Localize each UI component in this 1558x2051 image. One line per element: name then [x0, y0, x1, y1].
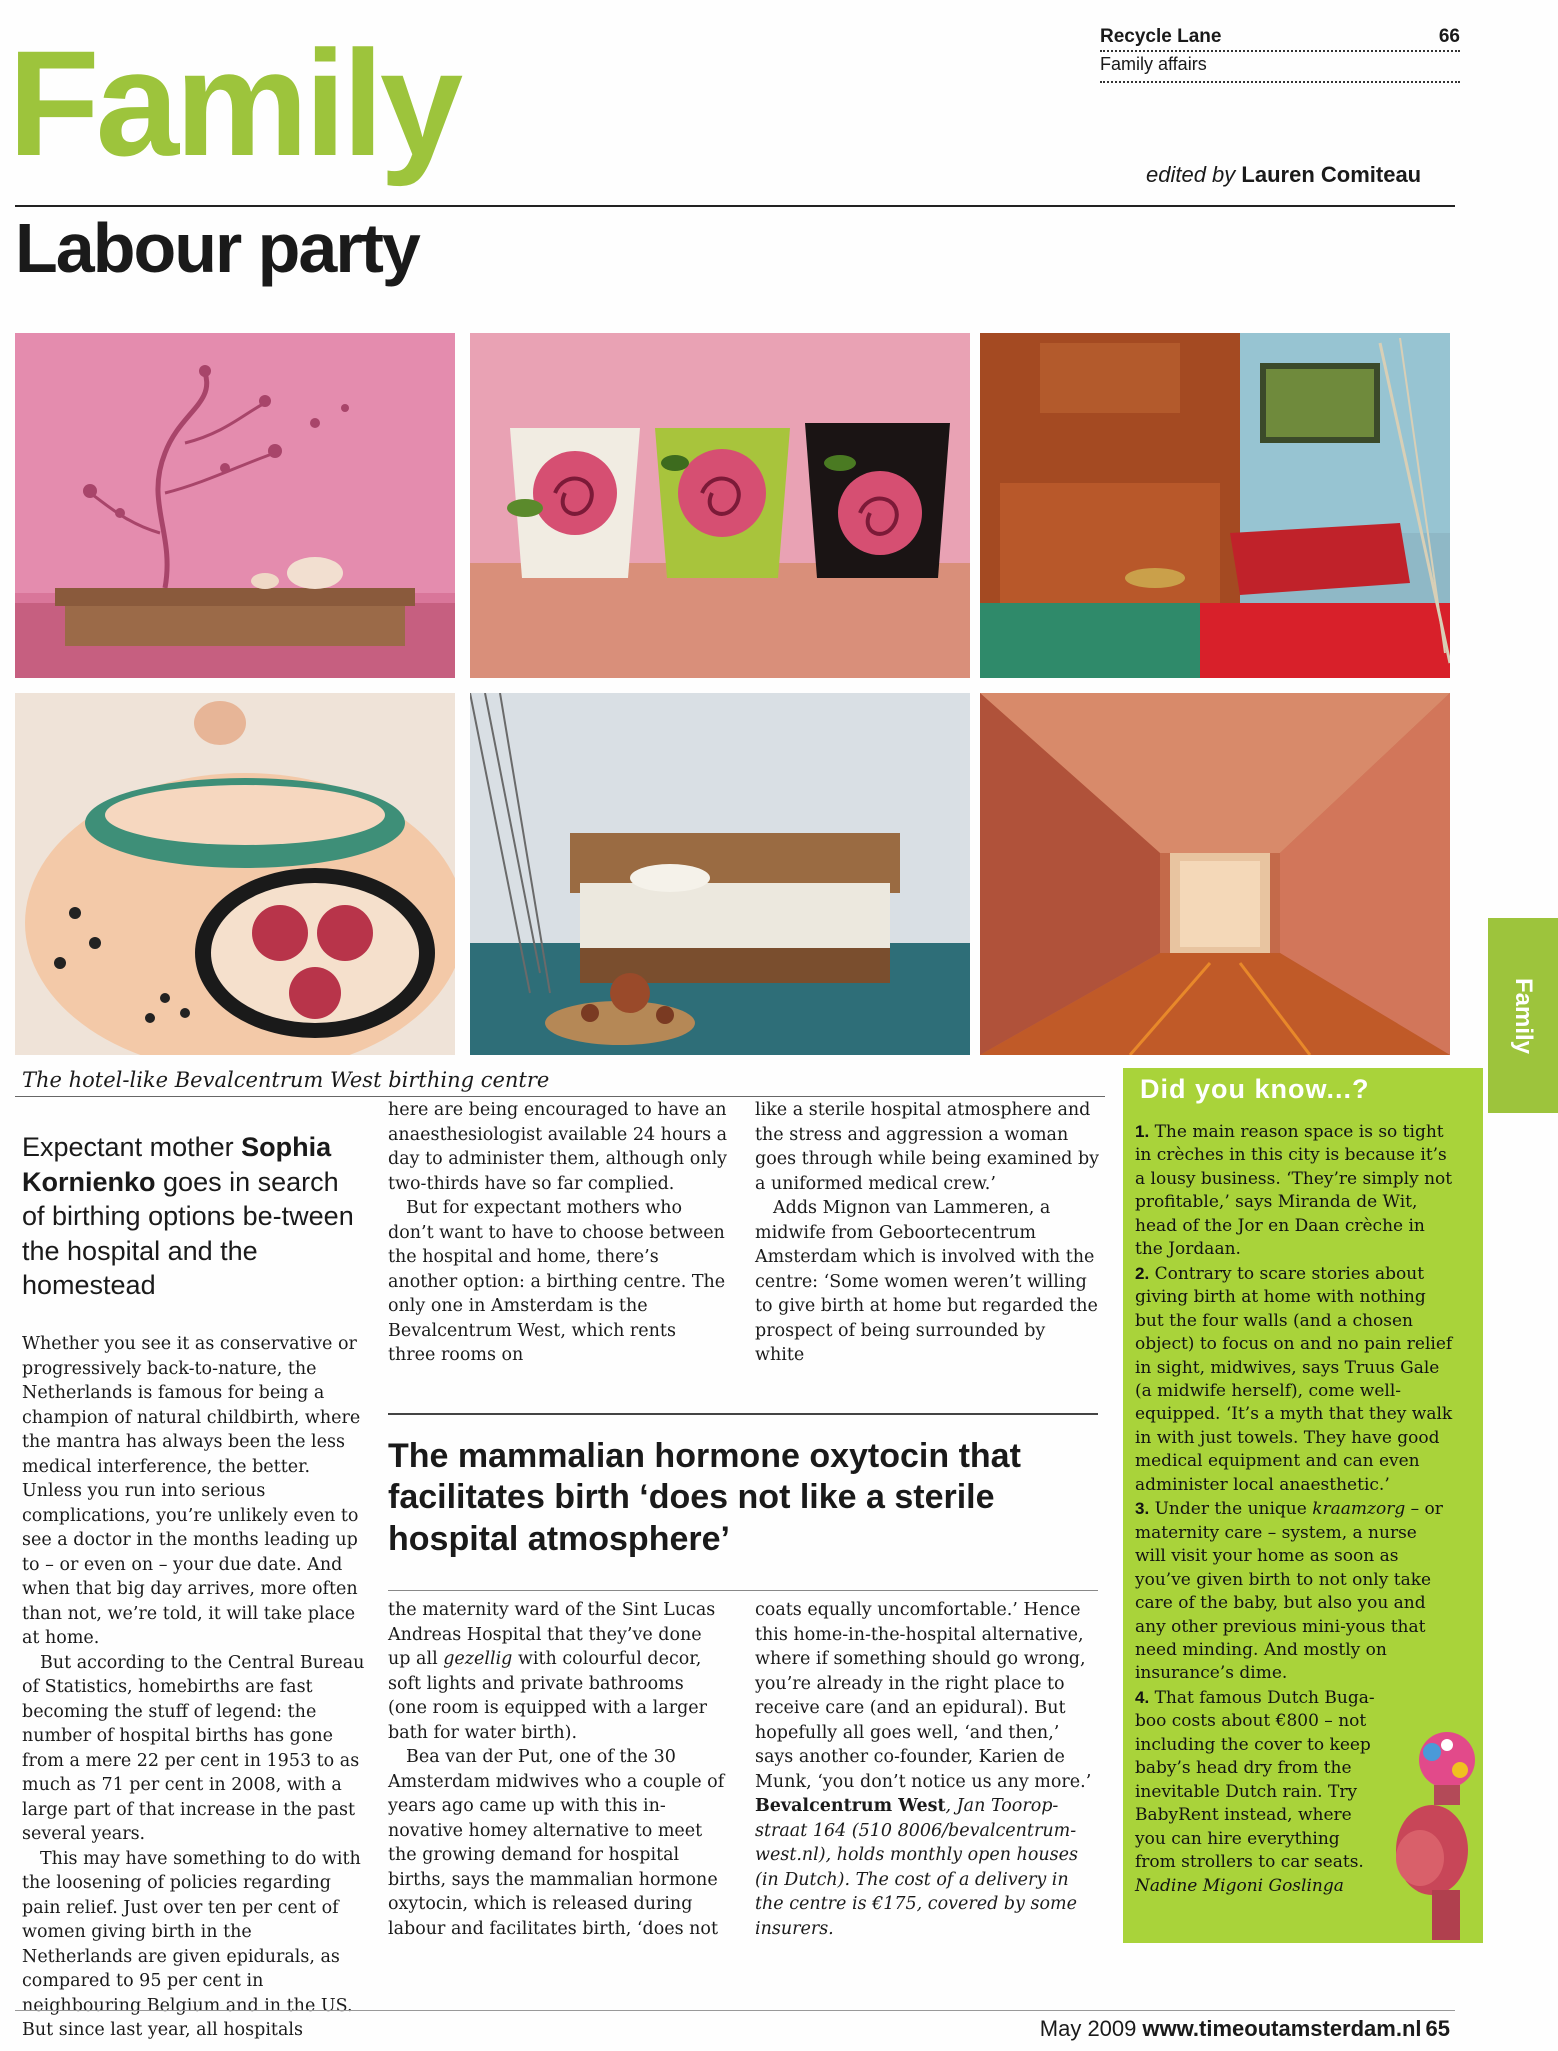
- venue-info: [755, 1794, 1100, 1941]
- caption-rule: [15, 1096, 1105, 1097]
- paragraph: the maternity ward of the Sint Lucas Andreas Hospital that they’ve done up all gezellig with colourful decor, soft lights and private bathrooms (one room is equipped with a larger bath for water birth).: [388, 1600, 716, 1743]
- photo-painted-cups: [470, 333, 970, 678]
- standfirst-pre: Expectant mother: [22, 1132, 234, 1162]
- page-footer: [1040, 2016, 1450, 2042]
- venue-details: , Jan Toorop-straat 164 (510 8006/bevalcentrum-west.nl), holds monthly open houses (in Dutch). The cost of a delivery in the centre is €175, covered by some insurers.: [755, 1796, 1078, 1939]
- paragraph: Adds Mignon van Lammeren, a midwife from Geboortecentrum Amsterdam which is involved with the centre: ‘Some women weren’t willing to give birth at home but regarded the prospect of being surrounded by white: [755, 1198, 1098, 1365]
- page-number: 65: [1425, 2016, 1450, 2041]
- side-tab-label: Family: [1510, 977, 1537, 1054]
- editor-credit: [1146, 162, 1421, 188]
- body-column-3-top: [755, 1098, 1100, 1368]
- fact-item: 4. That famous Dutch Buga-boo costs about €800 – not including the cover to keep baby’s head dry from the inevitable Dutch rain. Try BabyRent instead, where you can hire everything from strollers to car seats.: [1135, 1687, 1375, 1873]
- author-name: Sophia Kornienko: [22, 1132, 332, 1197]
- pregnant-figure-illustration: [1392, 1730, 1482, 1940]
- dotted-divider: [1100, 50, 1460, 52]
- photo-bedroom: [470, 693, 970, 1055]
- photo-corridor: [980, 693, 1450, 1055]
- photo-teapot: [15, 693, 455, 1055]
- dotted-divider: [1100, 81, 1460, 83]
- did-you-know-title: Did you know...?: [1140, 1074, 1370, 1104]
- section-page-number: 66: [1438, 26, 1460, 47]
- issue-date: May 2009: [1039, 2016, 1137, 2041]
- photo-lounge-room: [980, 333, 1450, 678]
- article-headline: Labour party: [15, 209, 419, 287]
- editor-prefix: edited by: [1146, 162, 1236, 187]
- pullquote-rule: [388, 1590, 1098, 1591]
- paragraph: like a sterile hospital atmosphere and the stress and aggression a woman goes through while being examined by a uniformed medical crew.’: [755, 1100, 1100, 1194]
- masthead-title: Family: [8, 19, 460, 187]
- footer-rule: [15, 2010, 1455, 2011]
- fact-item: 1. The main reason space is so tight in crèches in this city is because it’s a lousy business. ‘They’re simply not profitable,’ says Miranda de Wit, head of the Jor en Daan crèche in the Jordaan.: [1135, 1122, 1453, 1260]
- header-rule: [15, 205, 1455, 207]
- paragraph: here are being encouraged to have an anaesthesiologist available 24 hours a day to administer them, although only two-thirds have so far complied.: [388, 1100, 728, 1194]
- section-label: [1100, 26, 1460, 83]
- fact-byline: Nadine Migoni Goslinga: [1135, 1875, 1344, 1896]
- fact-item: 2. Contrary to scare stories about giving birth at home with nothing but the four walls (and a chosen object) to focus on and no pain relief in sight, midwives, says Truus Gale (a midwife herself), come well-equipped. ‘It’s a myth that they walk in with just towels. They have good medical equipment and can even administer local anaesthetic.’: [1135, 1263, 1453, 1495]
- paragraph: Whether you see it as conservative or progressively back-to-nature, the Netherlands is famous for being a champion of natural childbirth, where the mantra has always been the less medical interference, the better. Unless you run into serious complications, you’re unlikely even to see a doctor in the months leading up to – or even on – your due date. And when that big day arrives, more often than not, we’re told, it will take place at home.: [22, 1334, 361, 1648]
- standfirst-post: goes in search of birthing options be-tween the hospital and the homestead: [22, 1166, 354, 1301]
- body-column-1: [22, 1332, 367, 2043]
- body-column-2-top: [388, 1098, 728, 1368]
- venue-name: Bevalcentrum West: [755, 1796, 946, 1816]
- side-section-tab: [1488, 918, 1558, 1113]
- editor-name: Lauren Comiteau: [1241, 162, 1422, 187]
- paragraph: Bea van der Put, one of the 30 Amsterdam midwives who a couple of years ago came up with this in-novative homey alternative to meet the growing demand for hospital births, says the mammalian hormone oxytocin, which is released during labour and facilitates birth, ‘does not: [388, 1747, 725, 1939]
- dutch-word: gezellig: [443, 1649, 513, 1669]
- paragraph: coats equally uncomfortable.’ Hence this home-in-the-hospital alternative, where if something should go wrong, you’re already in the right place to receive care (and an epidural). But hopefully all goes well, ‘and then,’ says another co-founder, Karien de Munk, ‘you don’t notice us any more.’: [755, 1600, 1092, 1792]
- section-name: Recycle Lane: [1100, 26, 1222, 47]
- paragraph: But according to the Central Bureau of Statistics, homebirths are fast becoming the stuff of legend: the number of hospital births has gone from a mere 22 per cent in 1953 to as much as 71 per cent in 2008, with a large part of that increase in the past several years.: [22, 1652, 365, 1844]
- article-standfirst: [22, 1130, 362, 1303]
- paragraph: But for expectant mothers who don’t want to have to choose between the hospital and home, there’s another option: a birthing centre. The only one in Amsterdam is the Bevalcentrum West, which rents three rooms on: [388, 1198, 726, 1365]
- body-column-2-bottom: [388, 1598, 728, 1941]
- pullquote-rule: [388, 1413, 1098, 1415]
- section-subtitle: Family affairs: [1100, 54, 1207, 74]
- paragraph: This may have something to do with the loosening of policies regarding pain relief. Just over ten per cent of women giving birth in the Netherlands are given epidurals, as compared to 95 per cent in neighbouring Belgium and in the US. But since last year, all hospitals: [22, 1848, 361, 2040]
- body-column-3-bottom: [755, 1598, 1100, 1941]
- pullquote: The mammalian hormone oxytocin that facilitates birth ‘does not like a sterile hospital atmosphere’: [388, 1437, 1021, 1558]
- website-link[interactable]: www.timeoutamsterdam.nl: [1142, 2016, 1422, 2041]
- photo-caption: The hotel-like Bevalcentrum West birthing centre: [22, 1068, 550, 1092]
- photo-pink-room: [15, 333, 455, 678]
- fact-item: 3. Under the unique kraamzorg – or maternity care – system, a nurse will visit your home as soon as you’ve given birth to not only take care of the baby, but also you and any other previous mini-yous that need minding. And mostly on insurance’s dime.: [1135, 1499, 1443, 1684]
